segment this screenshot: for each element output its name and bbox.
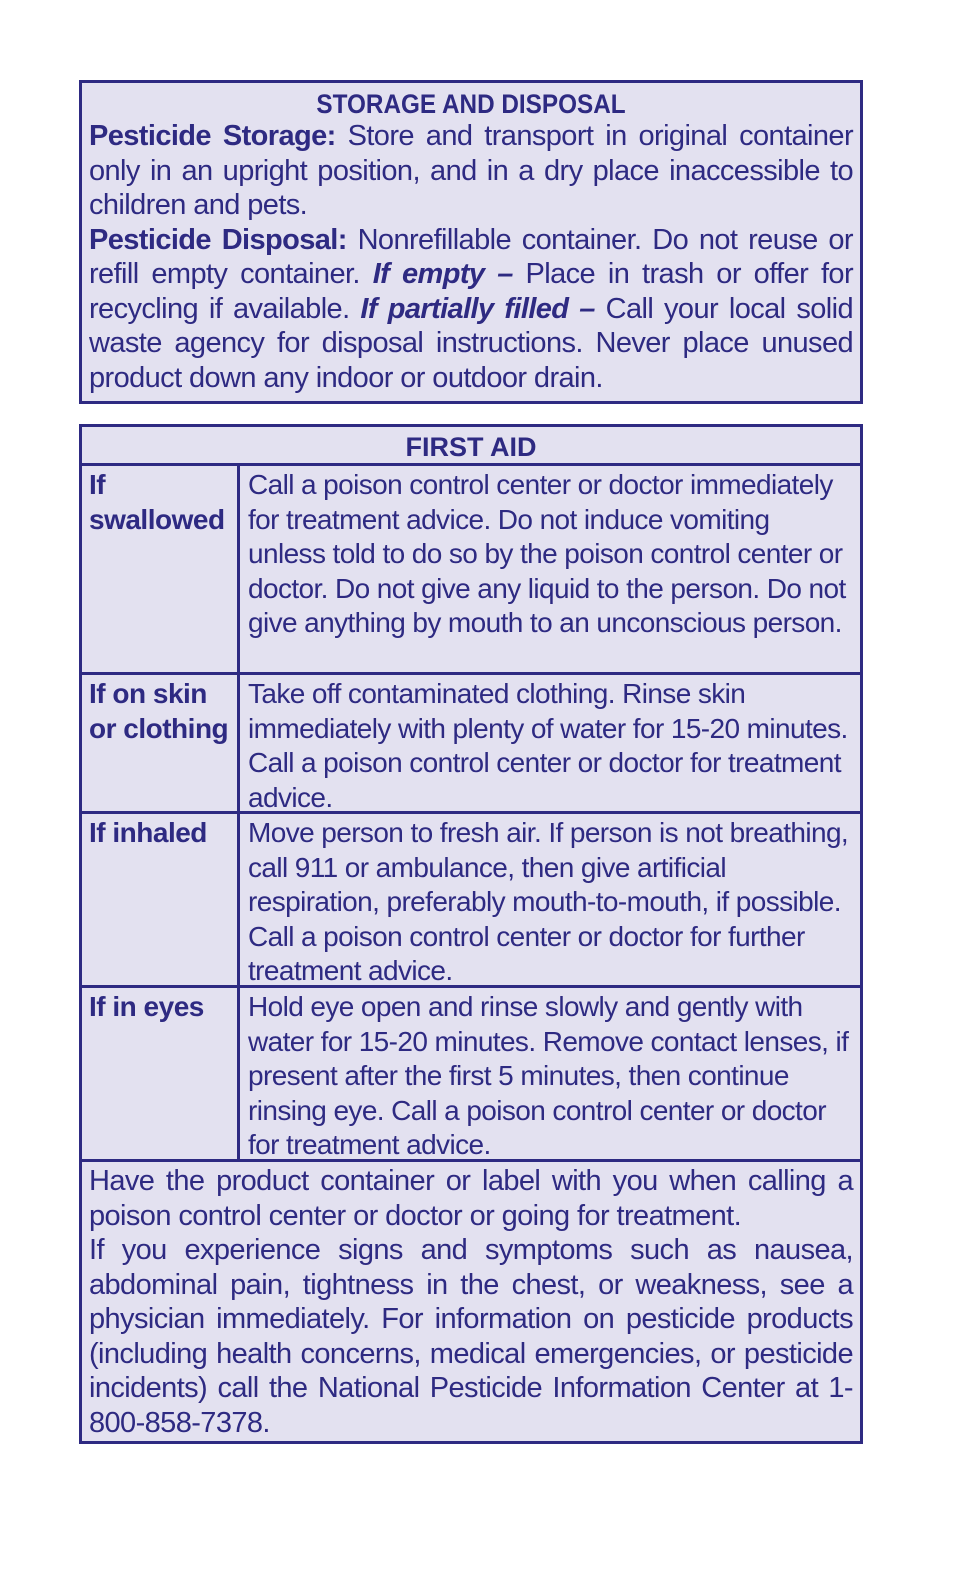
if-empty-label: If empty – — [372, 258, 513, 290]
first-aid-row-inhaled — [82, 814, 860, 988]
pesticide-disposal-paragraph — [89, 223, 853, 396]
first-aid-label-skin: If on skin or clothing — [82, 675, 240, 811]
first-aid-box — [79, 424, 863, 1444]
storage-disposal-box — [79, 80, 863, 404]
first-aid-footer-container-note: Have the product container or label with you when calling a poison control center or doctor or going for treatment. — [89, 1165, 853, 1232]
first-aid-footer-symptoms-note: If you experience signs and symptoms such as nausea, abdominal pain, tightness in the chest, or weakness, see a physician immediately. For information on pesticide products (including health concerns, medical emergencies, or pesticide incidents) call the National Pesticide Information Center at 1-800-858-7378. — [89, 1234, 853, 1439]
first-aid-text-swallowed: Call a poison control center or doctor immediately for treatment advice. Do not induce vomiting unless told to do so by the poison control center or doctor. Do not give any liquid to the person. Do not give anything by mouth to an unconscious person. — [248, 469, 846, 638]
storage-disposal-title: STORAGE AND DISPOSAL — [316, 89, 626, 119]
first-aid-label-eyes: If in eyes — [82, 988, 240, 1159]
pesticide-disposal-text: Nonrefillable container. Do not reuse or refill empty container. — [89, 223, 853, 290]
first-aid-label-inhaled: If inhaled — [82, 814, 240, 985]
first-aid-label-swallowed: If swallowed — [82, 466, 240, 672]
first-aid-text-inhaled: Move person to fresh air. If person is not breathing, call 911 or ambulance, then give artificial respiration, preferably mouth-to-mouth, if possible. Call a poison control center or doctor for further treatment advice. — [248, 817, 849, 986]
first-aid-row-skin — [82, 675, 860, 814]
first-aid-text-eyes: Hold eye open and rinse slowly and gently with water for 15-20 minutes. Remove contact lenses, if present after the first 5 minutes, then continue rinsing eye. Call a poison control center or doctor for treatment advice. — [248, 991, 849, 1160]
first-aid-row-eyes — [82, 988, 860, 1162]
first-aid-title: FIRST AID — [82, 427, 860, 466]
first-aid-footer — [89, 1164, 853, 1440]
pesticide-storage-text: Store and transport in original container only in an upright position, and in a dry place inaccessible to children and pets. — [89, 120, 854, 221]
if-empty-text: Place in trash or offer for recycling if available. — [89, 258, 854, 325]
first-aid-text-skin: Take off contaminated clothing. Rinse skin immediately with plenty of water for 15-20 minutes. Call a poison control center or doctor for treatment advice. — [248, 678, 848, 813]
pesticide-disposal-label: Pesticide Disposal: — [89, 223, 347, 256]
first-aid-row-swallowed — [82, 466, 860, 675]
if-partially-filled-label: If partially filled – — [360, 292, 595, 325]
pesticide-storage-paragraph — [89, 119, 853, 223]
pesticide-storage-label: Pesticide Storage: — [89, 120, 336, 152]
if-partially-filled-text: Call your local solid waste agency for disposal instructions. Never place unused product down any indoor or outdoor drain. — [89, 292, 853, 394]
